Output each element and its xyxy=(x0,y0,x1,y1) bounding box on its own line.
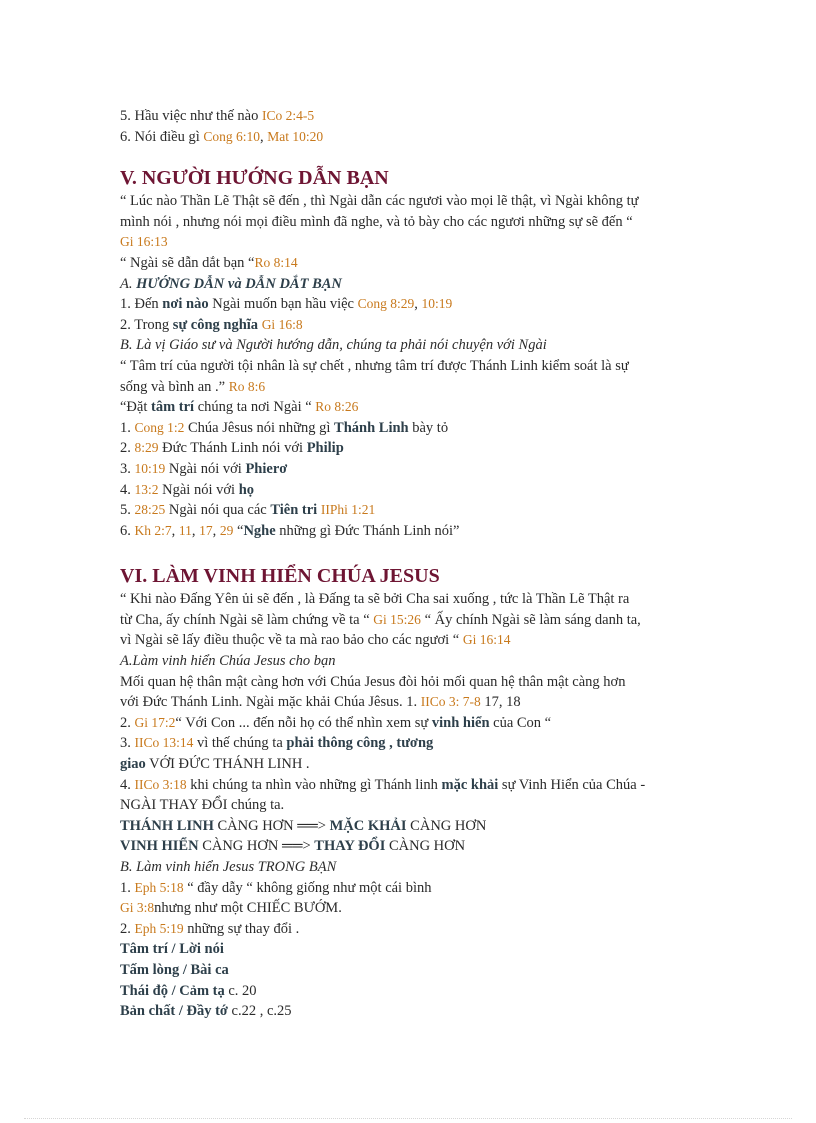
quote-line: “ Ngài sẽ dẫn dắt bạn “Ro 8:14 xyxy=(120,254,298,271)
verse-ref: 29 xyxy=(219,522,234,538)
list-item: Tâm trí / Lời nói xyxy=(120,941,224,958)
list-item-continued: NGÀI THAY ĐỔI chúng ta. xyxy=(120,797,285,814)
list-item: 1. Đến nơi nào Ngài muốn bạn hầu việc Cong 8:29, 10:19 xyxy=(120,296,453,313)
list-item: 4. 13:2 Ngài nói với họ xyxy=(120,481,255,498)
verse-ref: Gi 15:26 xyxy=(373,611,421,627)
verse-ref: 28:25 xyxy=(134,502,166,518)
verse-ref: IIPhi 1:21 xyxy=(320,502,376,518)
quote-line: “ Tâm trí của người tội nhân là sự chết , nhưng tâm trí được Thánh Linh kiểm soát là sự xyxy=(120,357,629,374)
list-item: Bản chất / Đầy tớ c.22 , c.25 xyxy=(120,1003,292,1020)
verse-ref: Cong 6:10 xyxy=(203,128,261,144)
quote-ref-line xyxy=(120,232,700,253)
list-item: 1. Eph 5:18 “ đầy dẫy “ không giống như một cái bình xyxy=(120,879,432,896)
quote-line: sống và bình an .” Ro 8:6 xyxy=(120,378,266,395)
verse-ref: IICo 13:14 xyxy=(134,735,194,751)
list-item: 3. IICo 13:14 vì thế chúng ta phải thông công , tương xyxy=(120,735,434,752)
verse-ref: Cong 8:29 xyxy=(357,296,415,312)
verse-ref: 8:29 xyxy=(134,440,159,456)
intro-line-5: 5. Hầu việc như thế nào ICo 2:4-5 xyxy=(120,108,315,124)
quote-line: “ Khi nào Đấng Yên ủi sẽ đến , là Đấng ta sẽ bởi Cha sai xuống , tức là Thần Lẽ Thật ra xyxy=(120,591,630,608)
verse-ref: 13:2 xyxy=(134,481,159,497)
list-item: 4. IICo 3:18 khi chúng ta nhìn vào những gì Thánh linh mặc khải sự Vinh Hiển của Chúa - xyxy=(120,776,646,793)
quote-line: từ Cha, ấy chính Ngài sẽ làm chứng về ta “ Gi 15:26 “ Ấy chính Ngài sẽ làm sáng danh ta, xyxy=(120,611,641,628)
list-item: 1. Cong 1:2 Chúa Jêsus nói những gì Thánh Linh bày tỏ xyxy=(120,419,449,436)
list-item: 6. Kh 2:7, 11, 17, 29 “Nghe những gì Đức Thánh Linh nói” xyxy=(120,522,460,539)
verse-ref: 11 xyxy=(178,522,192,538)
verse-ref: Gi 16:13 xyxy=(120,234,168,250)
quote-line: “Đặt tâm trí chúng ta nơi Ngài “ Ro 8:26 xyxy=(120,399,359,416)
list-item: 2. Trong sự công nghĩa Gi 16:8 xyxy=(120,316,303,333)
verse-ref: 10:19 xyxy=(134,460,166,476)
verse-ref: Gi 16:14 xyxy=(462,632,511,648)
verse-ref: IICo 3: 7-8 xyxy=(420,694,481,710)
section-heading-vi: VI. LÀM VINH HIỂN CHÚA JESUS xyxy=(120,565,440,588)
verse-ref: 10:19 xyxy=(421,296,453,312)
verse-ref: Mat 10:20 xyxy=(267,128,324,144)
list-item: 2. Gi 17:2“ Với Con ... đến nỗi họ có thể nhìn xem sự vinh hiển của Con “ xyxy=(120,714,552,731)
paragraph-line: Mối quan hệ thân mật càng hơn với Chúa Jesus đòi hỏi mối quan hệ thân mật càng hơn xyxy=(120,673,626,690)
quote-line: mình nói , nhưng nói mọi điều mình đã nghe, và tỏ bày cho các ngươi những sự sẽ đến “ xyxy=(120,213,633,230)
list-item: 2. Eph 5:19 những sự thay đổi . xyxy=(120,920,300,937)
verse-ref: Gi 16:8 xyxy=(261,316,303,332)
subheading-b: B. Làm vinh hiển Jesus TRONG BẠN xyxy=(120,859,337,875)
document-page xyxy=(120,106,700,1022)
list-item: Thái độ / Cảm tạ c. 20 xyxy=(120,982,257,999)
subheading-b: B. Là vị Giáo sư và Người hướng dẫn, chúng ta phải nói chuyện với Ngài xyxy=(120,337,547,354)
verse-ref: Ro 8:26 xyxy=(315,399,359,415)
list-item: 2. 8:29 Đức Thánh Linh nói với Philip xyxy=(120,440,344,457)
list-item: 3. 10:19 Ngài nói với Phierơ xyxy=(120,460,288,477)
paragraph-line: với Đức Thánh Linh. Ngài mặc khải Chúa Jêsus. 1. IICo 3: 7-8 17, 18 xyxy=(120,694,521,711)
list-item: Tấm lòng / Bài ca xyxy=(120,961,229,978)
verse-ref: 17 xyxy=(199,522,213,538)
quote-line: vì Ngài sẽ lấy điều thuộc về ta mà rao bảo cho các ngươi “ Gi 16:14 xyxy=(120,632,511,649)
verse-ref: Eph 5:19 xyxy=(134,920,184,936)
page-bottom-divider xyxy=(24,1118,792,1119)
subheading-a: A.Làm vinh hiển Chúa Jesus cho bạn xyxy=(120,653,336,670)
section-heading-v: V. NGƯỜI HƯỚNG DẪN BẠN xyxy=(120,167,389,190)
subheading-a: A. HƯỚNG DẪN và DẪN DẮT BẠN xyxy=(120,275,342,292)
list-item-continued: Gi 3:8nhưng như một CHIẾC BƯỚM. xyxy=(120,900,342,917)
verse-ref: Cong 1:2 xyxy=(134,419,185,435)
list-item: 5. 28:25 Ngài nói qua các Tiên tri IIPhi 1:21 xyxy=(120,502,376,519)
verse-ref: Eph 5:18 xyxy=(134,879,184,895)
verse-ref: Kh 2:7 xyxy=(134,522,172,538)
verse-ref: ICo 2:4-5 xyxy=(261,108,315,123)
verse-ref: IICo 3:18 xyxy=(134,776,187,792)
verse-ref: Ro 8:6 xyxy=(228,378,266,394)
quote-line: “ Lúc nào Thần Lẽ Thật sẽ đến , thì Ngài dẫn các ngươi vào mọi lẽ thật, vì Ngài không tự xyxy=(120,193,639,210)
verse-ref: Gi 17:2 xyxy=(134,714,176,730)
intro-line-6: 6. Nói điều gì Cong 6:10, Mat 10:20 xyxy=(120,128,324,145)
verse-ref: Ro 8:14 xyxy=(254,254,298,270)
verse-ref: Gi 3:8 xyxy=(120,900,155,916)
list-item-continued: giao VỚI ĐỨC THÁNH LINH . xyxy=(120,756,310,773)
emphasis-line: THÁNH LINH CÀNG HƠN ══> MẶC KHẢI CÀNG HƠN xyxy=(120,817,487,834)
emphasis-line: VINH HIỂN CÀNG HƠN ══> THAY ĐỔI CÀNG HƠN xyxy=(120,838,466,855)
